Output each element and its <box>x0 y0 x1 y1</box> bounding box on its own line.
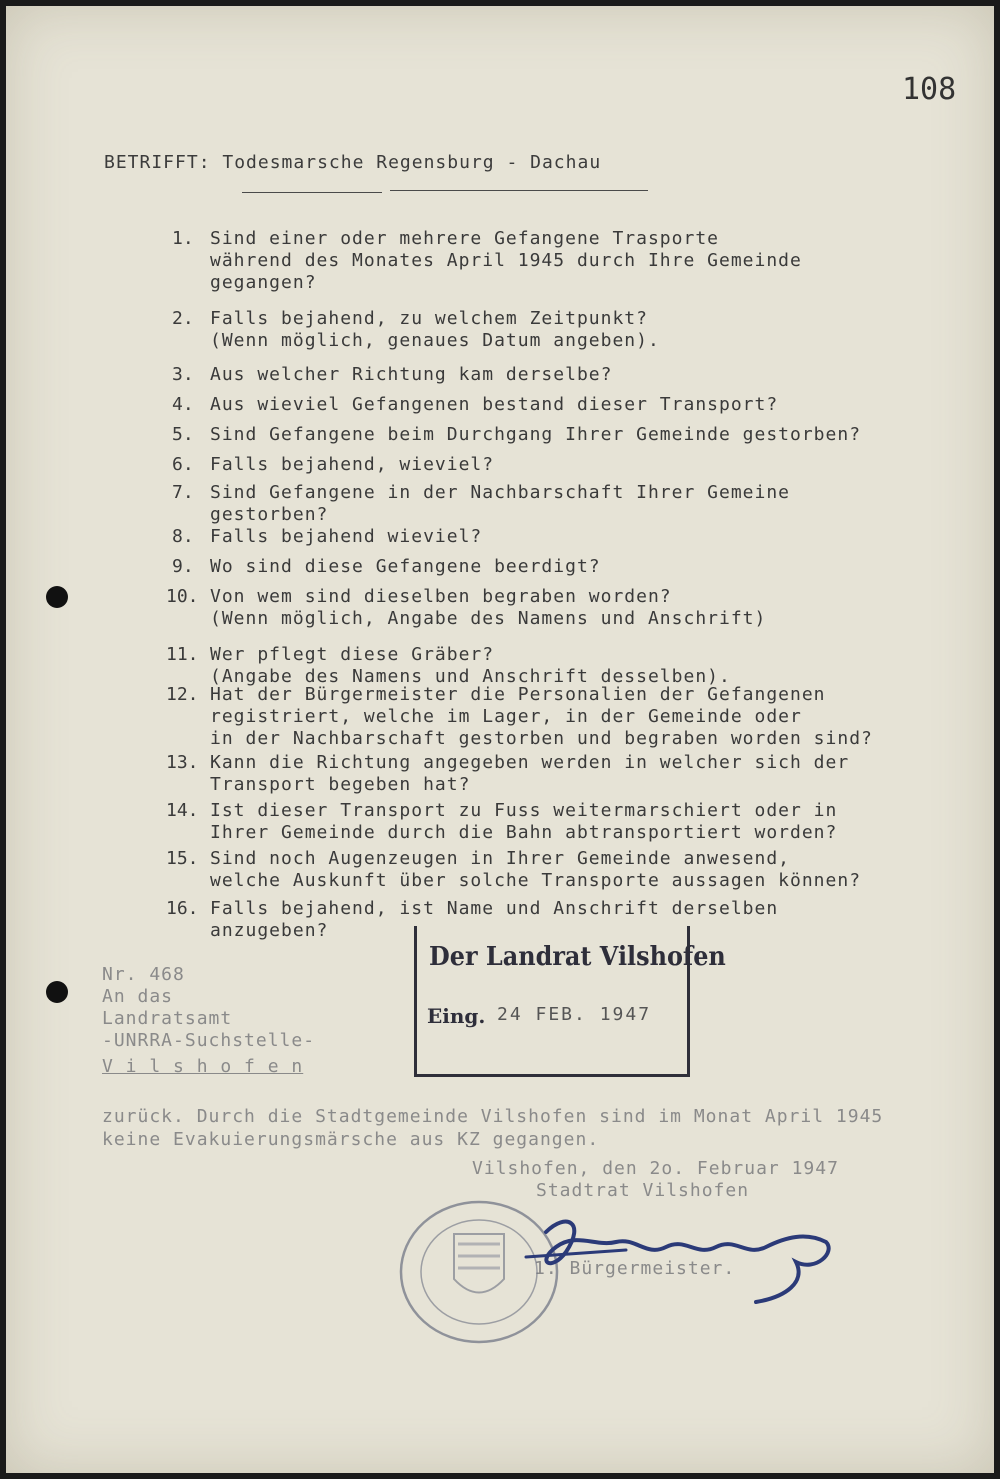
place-date: Vilshofen, den 2o. Februar 1947 <box>472 1158 839 1179</box>
question-text: welche Auskunft über solche Transporte aussagen können? <box>210 870 862 891</box>
question-text: (Wenn möglich, Angabe des Namens und Anschrift) <box>210 608 767 629</box>
page-number: 108 <box>902 72 957 107</box>
stamp-label: Eing. <box>427 1004 486 1028</box>
question-number: 11. <box>166 644 199 665</box>
question-text: Sind Gefangene beim Durchgang Ihrer Gemeinde gestorben? <box>210 424 862 445</box>
question-text: Falls bejahend wieviel? <box>210 526 483 547</box>
question-number: 7. <box>172 482 194 503</box>
document-page <box>6 6 994 1473</box>
question-number: 13. <box>166 752 199 773</box>
question-text: registriert, welche im Lager, in der Gemeinde oder <box>210 706 802 727</box>
question-text: Aus welcher Richtung kam derselbe? <box>210 364 613 385</box>
reference-number: Nr. 468 <box>102 964 185 985</box>
subject-underline <box>390 190 648 191</box>
question-text: Hat der Bürgermeister die Personalien der Gefangenen <box>210 684 826 705</box>
question-number: 1. <box>172 228 194 249</box>
question-text: (Angabe des Namens und Anschrift desselben). <box>210 666 731 687</box>
question-text: (Wenn möglich, genaues Datum angeben). <box>210 330 660 351</box>
stamp-date: 24 FEB. 1947 <box>497 1004 652 1025</box>
punch-hole <box>46 586 68 608</box>
question-text: Falls bejahend, wieviel? <box>210 454 495 475</box>
question-text: gegangen? <box>210 272 317 293</box>
question-text: Aus wieviel Gefangenen bestand dieser Transport? <box>210 394 779 415</box>
question-text: während des Monates April 1945 durch Ihre Gemeinde <box>210 250 802 271</box>
question-text: Wer pflegt diese Gräber? <box>210 644 495 665</box>
punch-hole <box>46 981 68 1003</box>
address-office: Landratsamt <box>102 1008 233 1029</box>
address-to: An das <box>102 986 174 1007</box>
question-text: gestorben? <box>210 504 329 525</box>
question-number: 3. <box>172 364 194 385</box>
signature <box>506 1202 856 1312</box>
question-text: anzugeben? <box>210 920 329 941</box>
subject-underline <box>242 192 382 193</box>
question-number: 6. <box>172 454 194 475</box>
question-text: Falls bejahend, ist Name und Anschrift derselben <box>210 898 779 919</box>
question-text: Kann die Richtung angegeben werden in welcher sich der <box>210 752 850 773</box>
question-text: in der Nachbarschaft gestorben und begraben worden sind? <box>210 728 873 749</box>
question-number: 4. <box>172 394 194 415</box>
signatory-title: 1. Bürgermeister. <box>534 1258 736 1279</box>
question-text: Wo sind diese Gefangene beerdigt? <box>210 556 601 577</box>
question-text: Sind noch Augenzeugen in Ihrer Gemeinde anwesend, <box>210 848 791 869</box>
question-text: Ist dieser Transport zu Fuss weitermarschiert oder in <box>210 800 838 821</box>
reply-line: zurück. Durch die Stadtgemeinde Vilshofen sind im Monat April 1945 <box>102 1106 884 1127</box>
issuing-authority: Stadtrat Vilshofen <box>536 1180 750 1201</box>
question-number: 15. <box>166 848 199 869</box>
question-text: Sind einer oder mehrere Gefangene Trasporte <box>210 228 719 249</box>
question-text: Sind Gefangene in der Nachbarschaft Ihrer Gemeine <box>210 482 791 503</box>
question-text: Ihrer Gemeinde durch die Bahn abtransportiert worden? <box>210 822 838 843</box>
question-number: 8. <box>172 526 194 547</box>
question-number: 14. <box>166 800 199 821</box>
question-number: 16. <box>166 898 199 919</box>
question-number: 5. <box>172 424 194 445</box>
received-stamp <box>414 926 726 1077</box>
question-text: Falls bejahend, zu welchem Zeitpunkt? <box>210 308 648 329</box>
address-city: V i l s h o f e n <box>102 1056 304 1077</box>
question-number: 12. <box>166 684 199 705</box>
question-number: 10. <box>166 586 199 607</box>
reply-line: keine Evakuierungsmärsche aus KZ gegangen. <box>102 1129 600 1150</box>
address-department: -UNRRA-Suchstelle- <box>102 1030 316 1051</box>
question-number: 2. <box>172 308 194 329</box>
question-number: 9. <box>172 556 194 577</box>
subject-line: BETRIFFT: Todesmarsche Regensburg - Dachau <box>104 152 602 173</box>
question-text: Transport begeben hat? <box>210 774 471 795</box>
question-text: Von wem sind dieselben begraben worden? <box>210 586 672 607</box>
stamp-title: Der Landrat Vilshofen <box>429 942 726 972</box>
